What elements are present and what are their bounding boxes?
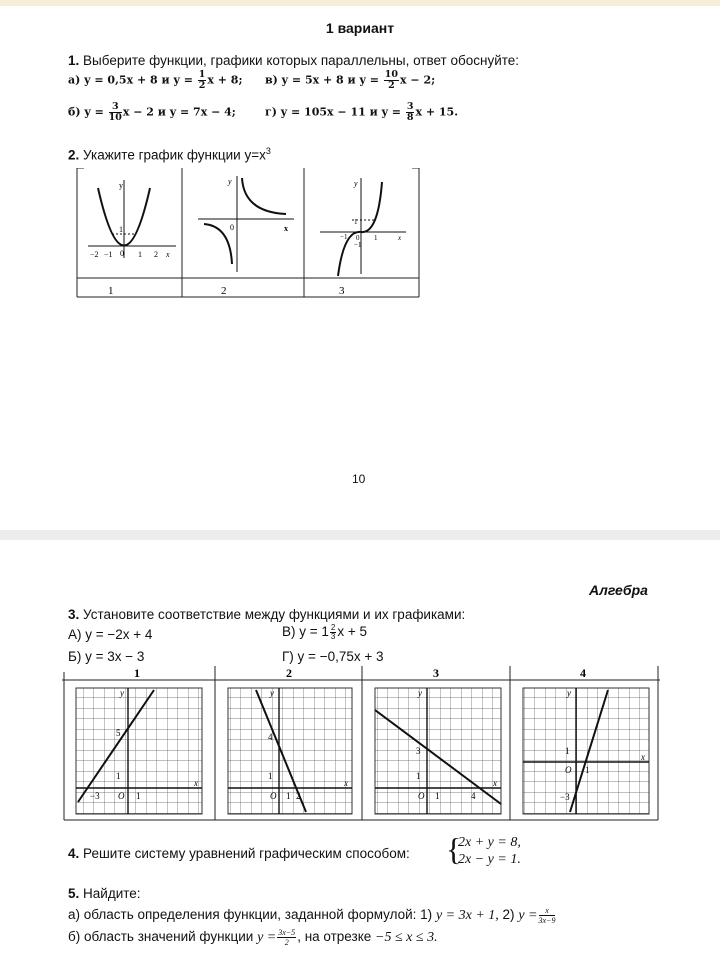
svg-text:x: x — [641, 752, 645, 762]
question-5: 5. Найдите: — [68, 886, 141, 901]
svg-text:1: 1 — [119, 225, 123, 234]
svg-text:y: y — [567, 688, 571, 698]
svg-text:1: 1 — [435, 791, 440, 801]
svg-text:x: x — [194, 778, 198, 788]
q3-func-B: Б) y = 3x − 3 — [68, 649, 145, 664]
svg-text:y: y — [418, 688, 422, 698]
svg-text:y: y — [228, 177, 232, 186]
svg-text:O: O — [270, 791, 277, 801]
question-1 — [68, 53, 519, 68]
q3-header-2: 2 — [286, 666, 292, 680]
svg-text:−1: −1 — [354, 241, 362, 249]
q3-func-G: Г) y = −0,75x + 3 — [282, 649, 384, 664]
question-1-number: 1. — [68, 53, 80, 68]
svg-text:1: 1 — [565, 746, 570, 756]
q1-option-g: г) y = 105x − 11 и y = $\frac{3}{8}$ x + 15. — [265, 101, 459, 123]
q1-option-v: в) y = 5x + 8 и y = $\frac{10}{2}$ x − 2; — [265, 69, 436, 91]
svg-text:y: y — [270, 688, 274, 698]
svg-text:−3: −3 — [560, 792, 570, 802]
svg-text:3: 3 — [416, 746, 421, 756]
q3-graph-3 — [375, 688, 501, 814]
question-1-text: Выберите функции, графики которых параллельны, ответ обоснуйте: — [83, 53, 520, 68]
variant-title: 1 вариант — [325, 20, 395, 36]
q3-func-V: В) y = 1 $\frac{2}{3}$ x + 5 — [282, 623, 368, 641]
q1-option-b: б) y = $\frac{3}{10}$ x − 2 и y = 7x − 4; — [68, 101, 236, 123]
svg-text:y: y — [120, 688, 124, 698]
system-eq-1: 2x + y = 8, — [458, 835, 521, 850]
q3-graph-1 — [76, 688, 202, 814]
svg-text:1: 1 — [416, 771, 421, 781]
svg-text:y: y — [119, 181, 123, 190]
svg-text:1: 1 — [268, 771, 273, 781]
svg-text:0: 0 — [356, 234, 360, 242]
svg-text:0: 0 — [230, 223, 234, 232]
q5-part-b: б) область значений функции y = $\frac{3x-5}{2}$ , на отрезке −5 ≤ x ≤ 3. — [68, 928, 438, 947]
svg-text:1: 1 — [136, 791, 141, 801]
svg-text:x: x — [284, 224, 288, 233]
svg-text:−1: −1 — [340, 233, 348, 241]
system-brace: { — [446, 831, 462, 867]
q3-graph-2 — [228, 688, 352, 814]
svg-text:y: y — [354, 179, 358, 188]
q2-label-2: 2 — [221, 285, 227, 297]
svg-text:O: O — [565, 765, 572, 775]
svg-text:x: x — [166, 250, 170, 259]
page-1 — [0, 6, 720, 530]
q3-graphs — [62, 666, 660, 822]
svg-text:x: x — [398, 234, 402, 242]
page-2 — [0, 540, 720, 980]
q2-label-3: 3 — [339, 285, 345, 297]
svg-text:1: 1 — [585, 765, 590, 775]
q3-header-3: 3 — [433, 666, 439, 680]
q2-graph-1 — [88, 180, 176, 259]
system-eq-2: 2x − y = 1. — [458, 852, 521, 867]
svg-text:O: O — [418, 791, 425, 801]
svg-text:x: x — [344, 778, 348, 788]
q3-header-4: 4 — [580, 666, 586, 680]
svg-text:1: 1 — [116, 771, 121, 781]
svg-text:4: 4 — [268, 732, 273, 742]
question-4: 4. Решите систему уравнений графическим способом: — [68, 846, 410, 861]
q2-graphs-table — [76, 168, 421, 298]
q3-graph-4 — [523, 688, 649, 814]
svg-text:O: O — [118, 791, 125, 801]
svg-text:2: 2 — [296, 791, 301, 801]
subject-header: Алгебра — [589, 582, 648, 598]
svg-text:x: x — [493, 778, 497, 788]
svg-text:−1: −1 — [104, 250, 113, 259]
q2-label-1: 1 — [108, 285, 114, 297]
page-number: 10 — [352, 472, 366, 486]
svg-text:1: 1 — [374, 234, 378, 242]
svg-text:0: 0 — [120, 249, 124, 258]
q5-part-a: а) область определения функции, заданной формулой: 1) y = 3x + 1, 2) y = $\frac{x}{3x-9}$ — [68, 906, 556, 925]
question-2: 2. Укажите график функции $y=x^3$ — [68, 146, 271, 163]
q3-func-A: А) y = −2x + 4 — [68, 627, 153, 642]
svg-text:−2: −2 — [90, 250, 99, 259]
svg-text:4: 4 — [471, 791, 476, 801]
q3-header-1: 1 — [134, 666, 140, 680]
svg-text:5: 5 — [116, 728, 121, 738]
svg-text:2: 2 — [154, 250, 158, 259]
svg-text:1: 1 — [138, 250, 142, 259]
svg-text:1: 1 — [354, 218, 358, 226]
q1-option-a: а) y = 0,5x + 8 и y = $\frac{1}{2}$ x + 8; — [68, 69, 243, 91]
svg-text:1: 1 — [286, 791, 291, 801]
question-3: 3. Установите соответствие между функциями и их графиками: — [68, 607, 466, 622]
q2-graph-3 — [320, 178, 406, 276]
svg-text:−3: −3 — [90, 791, 100, 801]
q2-graph-2 — [198, 176, 294, 272]
